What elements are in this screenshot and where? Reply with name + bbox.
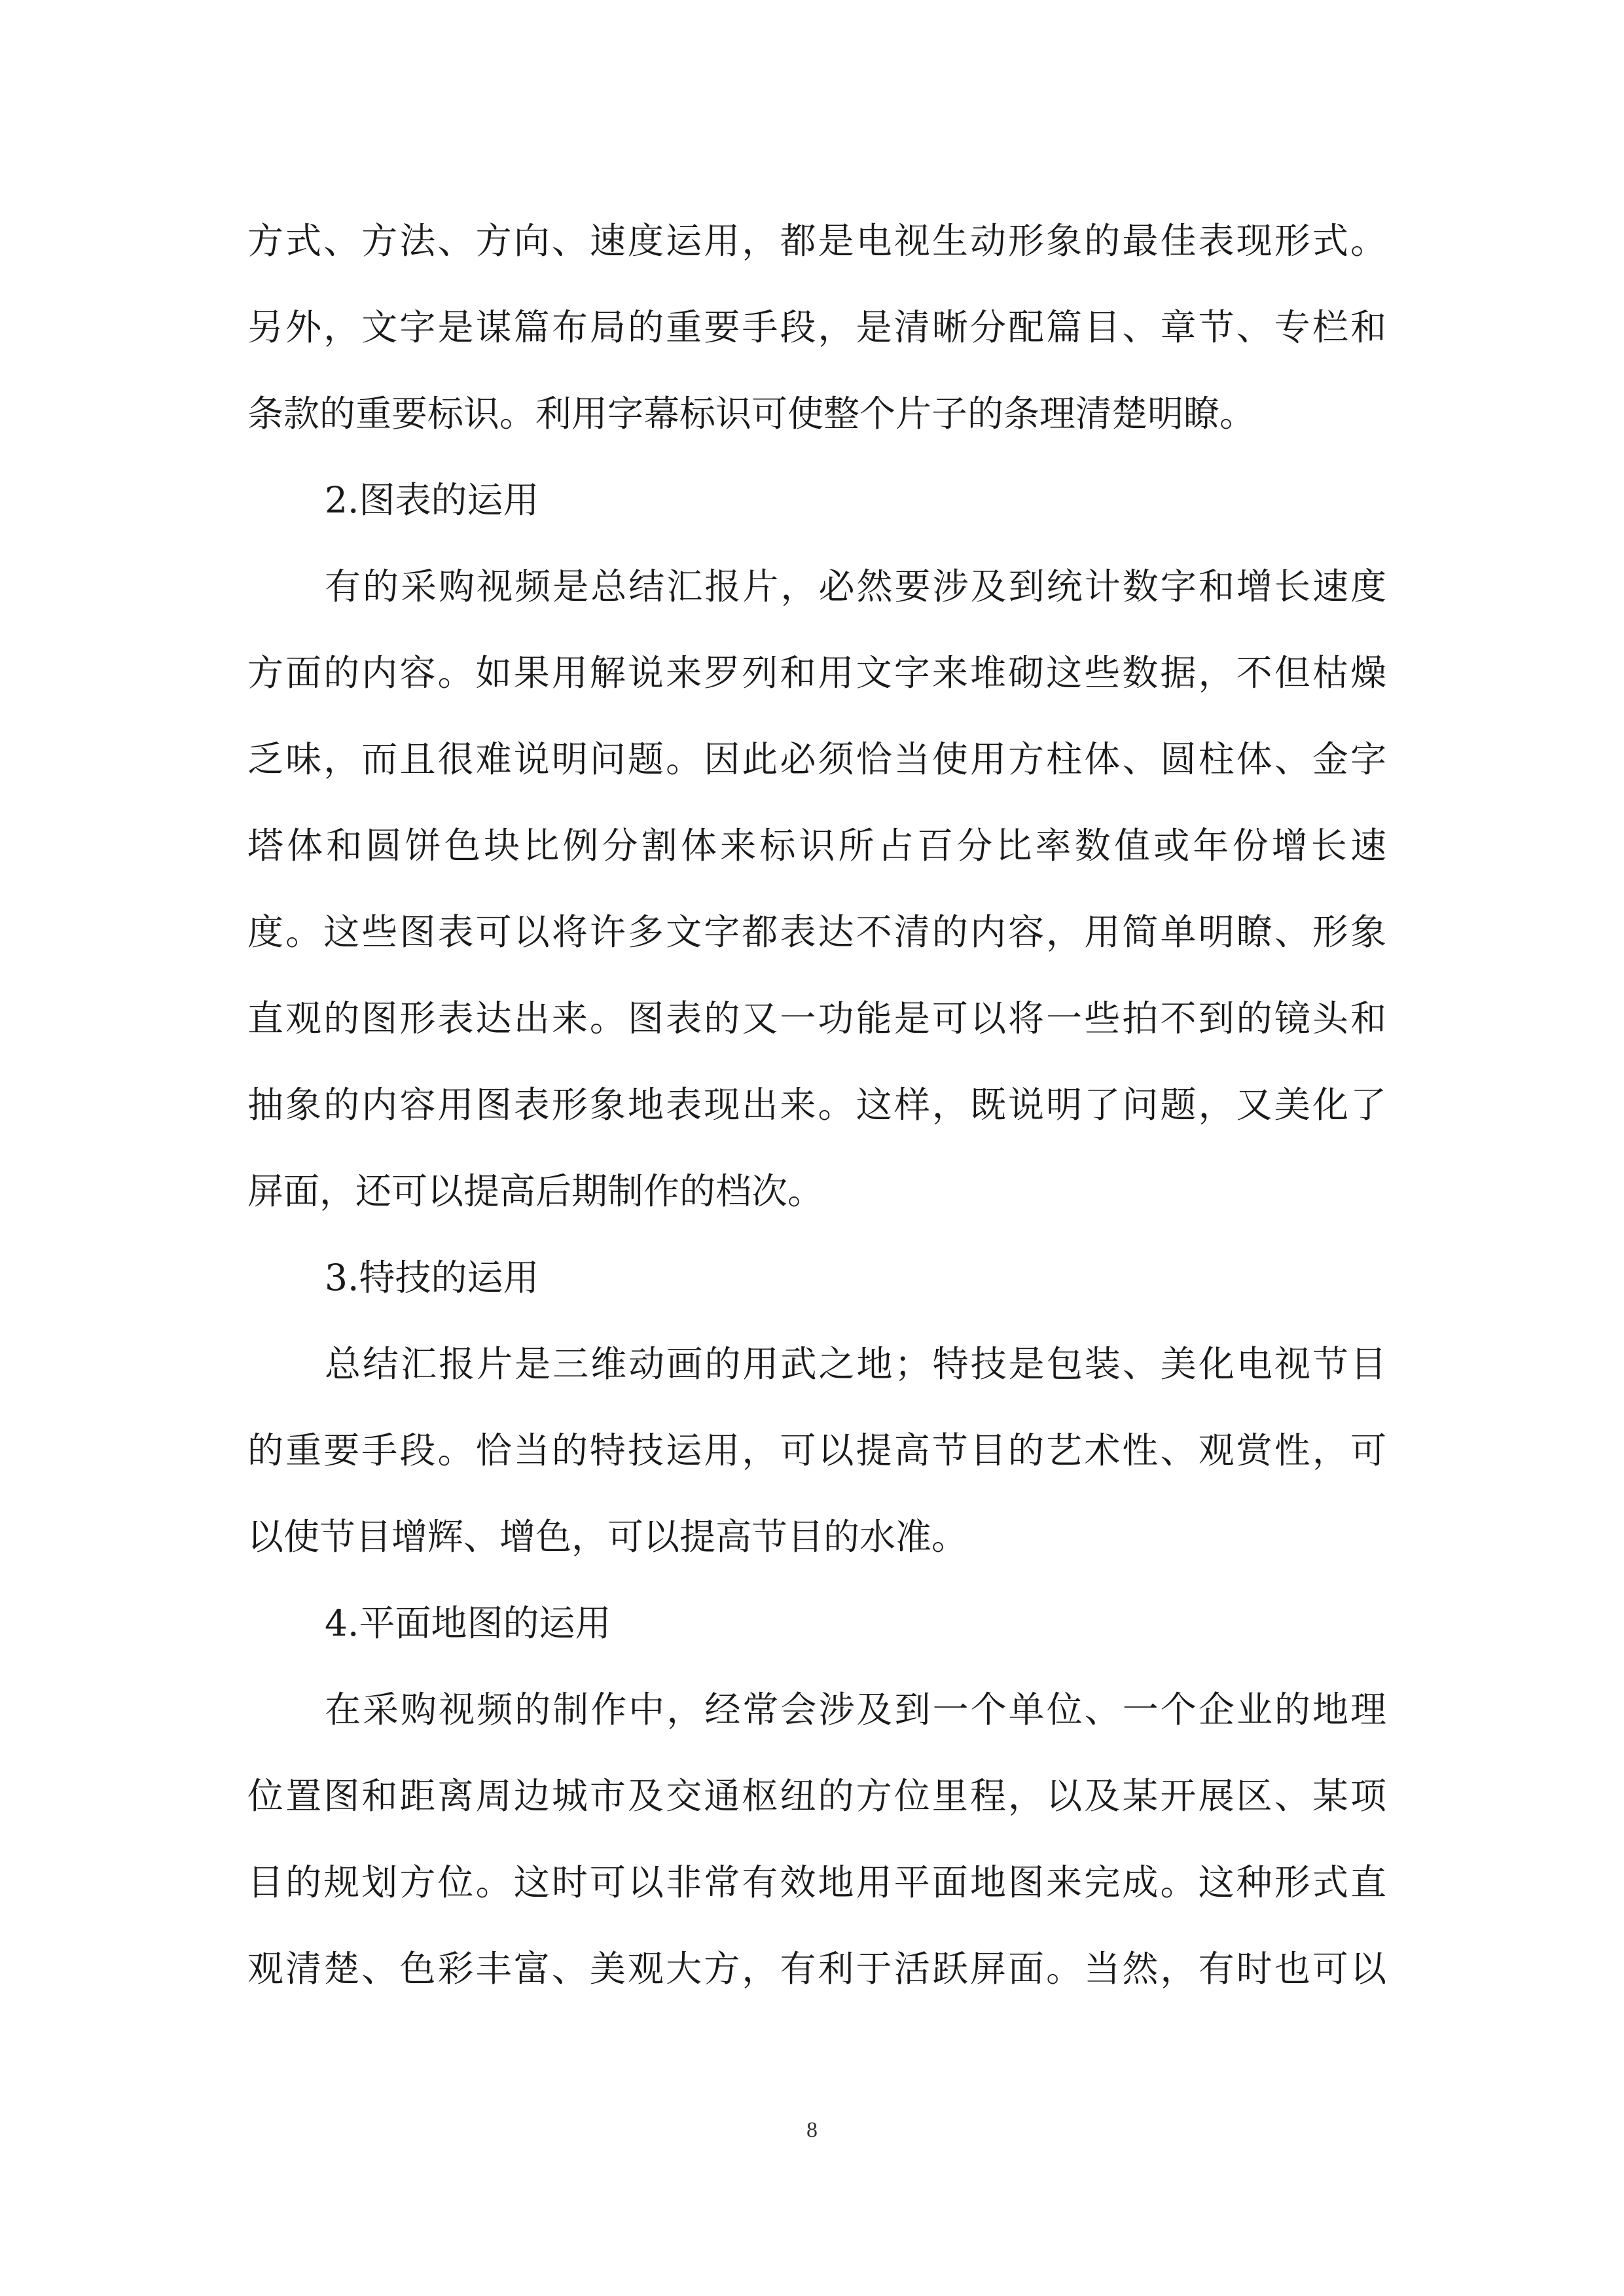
page-number: 8 (806, 2118, 818, 2142)
paragraph-effects (247, 1321, 1386, 1580)
section-heading-effects: 3.特技的运用 (325, 1257, 539, 1299)
text-line: 目的规划方位。这时可以非常有效地用平面地图来完成。这种形式直 (247, 1861, 1386, 1903)
text-line: 抽象的内容用图表形象地表现出来。这样，既说明了问题，又美化了 (247, 1084, 1386, 1126)
text-line: 观清楚、色彩丰富、美观大方，有利于活跃屏面。当然，有时也可以 (247, 1948, 1386, 1990)
text-line: 的重要手段。恰当的特技运用，可以提高节目的艺术性、观赏性，可 (247, 1429, 1386, 1471)
text-line: 屏面，还可以提高后期制作的档次。 (247, 1170, 824, 1212)
text-line: 方式、方法、方向、速度运用，都是电视生动形象的最佳表现形式。 (247, 220, 1386, 262)
text-line: 塔体和圆饼色块比例分割体来标识所占百分比率数值或年份增长速 (247, 825, 1386, 867)
text-line: 总结汇报片是三维动画的用武之地；特技是包装、美化电视节目 (325, 1343, 1386, 1385)
section-heading-charts: 2.图表的运用 (325, 479, 539, 521)
text-line: 另外，文字是谋篇布局的重要手段，是清晰分配篇目、章节、专栏和 (247, 306, 1386, 348)
section-heading-maps: 4.平面地图的运用 (325, 1602, 611, 1644)
document-body (247, 198, 1386, 2012)
text-line: 度。这些图表可以将许多文字都表达不清的内容，用简单明瞭、形象 (247, 911, 1386, 953)
text-line: 以使节目增辉、增色，可以提高节目的水准。 (247, 1516, 968, 1558)
text-line: 条款的重要标识。利用字幕标识可使整个片子的条理清楚明瞭。 (247, 393, 1256, 435)
text-line: 方面的内容。如果用解说来罗列和用文字来堆砌这些数据，不但枯燥 (247, 652, 1386, 694)
text-line: 在采购视频的制作中，经常会涉及到一个单位、一个企业的地理 (325, 1689, 1386, 1731)
text-line: 乏味，而且很难说明问题。因此必须恰当使用方柱体、圆柱体、金字 (247, 738, 1386, 780)
paragraph-continuation (247, 198, 1386, 457)
paragraph-charts (247, 543, 1386, 1234)
paragraph-maps (247, 1666, 1386, 2012)
text-line: 位置图和距离周边城市及交通枢纽的方位里程，以及某开展区、某项 (247, 1775, 1386, 1817)
text-line: 有的采购视频是总结汇报片，必然要涉及到统计数字和增长速度 (325, 565, 1386, 607)
text-line: 直观的图形表达出来。图表的又一功能是可以将一些拍不到的镜头和 (247, 997, 1386, 1039)
